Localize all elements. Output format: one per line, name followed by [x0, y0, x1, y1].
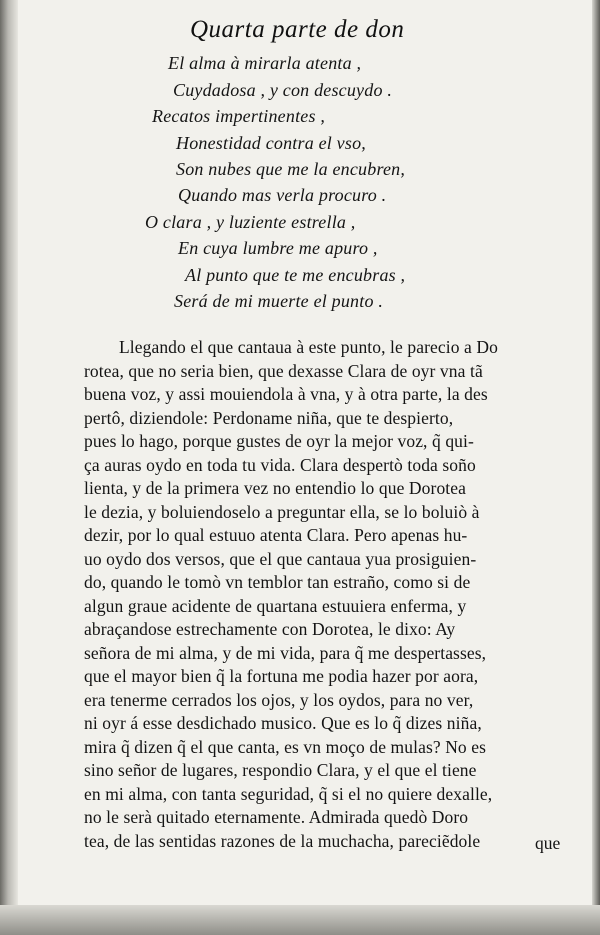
prose-line: dezir, por lo qual estuuo atenta Clara. Pero apenas hu-	[84, 525, 468, 545]
prose-line: sino señor de lugares, respondio Clara, y el que el tiene	[84, 760, 477, 780]
prose-line: rotea, que no seria bien, que dexasse Clara de oyr vna tã	[84, 360, 483, 381]
prose-line: do, quando le tomò vn temblor tan estraño, como si de	[84, 572, 471, 592]
prose-line: en mi alma, con tanta seguridad, q̃ si el no quiere dexalle,	[84, 783, 493, 804]
catchword: que	[535, 833, 561, 853]
verse-line: Quando mas verla procuro .	[178, 185, 387, 205]
prose-line: ça auras oydo en toda tu vida. Clara despertò toda soño	[84, 454, 476, 475]
prose-line: era tenerme cerrados los ojos, y los oydos, para no ver,	[84, 689, 474, 710]
page-edge-shadow	[592, 0, 600, 935]
verse-line: Cuydadosa , y con descuydo .	[173, 80, 393, 100]
prose-line: uo oydo dos versos, que el que cantaua yua prosiguien-	[84, 548, 477, 569]
prose-line: pertô, diziendole: Perdoname niña, que te despierto,	[84, 407, 454, 428]
prose-line: mira q̃ dizen q̃ el que canta, es vn moço de mulas? No es	[84, 736, 487, 757]
prose-line: no le serà quitado eternamente. Admirada quedò Doro	[84, 807, 469, 827]
running-head: Quarta parte de don	[190, 16, 405, 43]
prose-line: abraçandose estrechamente con Dorotea, le dixo: Ay	[84, 619, 456, 639]
verse-line: El alma à mirarla atenta ,	[168, 53, 362, 73]
verse-line: Al punto que te me encubras ,	[185, 265, 406, 285]
verse-line: Será de mi muerte el punto .	[174, 291, 384, 311]
prose-line: tea, de las sentidas razones de la muchacha, pareciẽdole	[84, 830, 481, 851]
prose-line: Llegando el que cantaua à este punto, le parecio a Do	[119, 337, 498, 357]
prose-line: ni oyr á esse desdichado musico. Que es lo q̃ dizes niña,	[84, 713, 482, 733]
verse-line: Recatos impertinentes ,	[152, 106, 326, 126]
verse-line: Honestidad contra el vso,	[176, 133, 366, 153]
page-gutter-shadow	[0, 0, 18, 935]
prose-line: señora de mi alma, y de mi vida, para q̃ me despertasses,	[84, 642, 487, 663]
verse-line: Son nubes que me la encubren,	[176, 159, 406, 179]
verse-line: O clara , y luziente estrella ,	[145, 212, 356, 232]
page-bottom-shadow	[0, 905, 600, 935]
prose-line: buena voz, y assi mouiendola à vna, y à otra parte, la des	[84, 384, 488, 404]
prose-line: lienta, y de la primera vez no entendio lo que Dorotea	[84, 478, 466, 498]
prose-line: algun graue acidente de quartana estuuiera enferma, y	[84, 595, 467, 616]
prose-line: pues lo hago, porque gustes de oyr la mejor voz, q̃ qui-	[84, 431, 474, 451]
prose-line: que el mayor bien q̃ la fortuna me podia hazer por aora,	[84, 666, 479, 686]
prose-line: le dezia, y boluiendoselo a preguntar ella, se lo boluiò à	[84, 501, 480, 522]
verse-line: En cuya lumbre me apuro ,	[178, 238, 378, 258]
